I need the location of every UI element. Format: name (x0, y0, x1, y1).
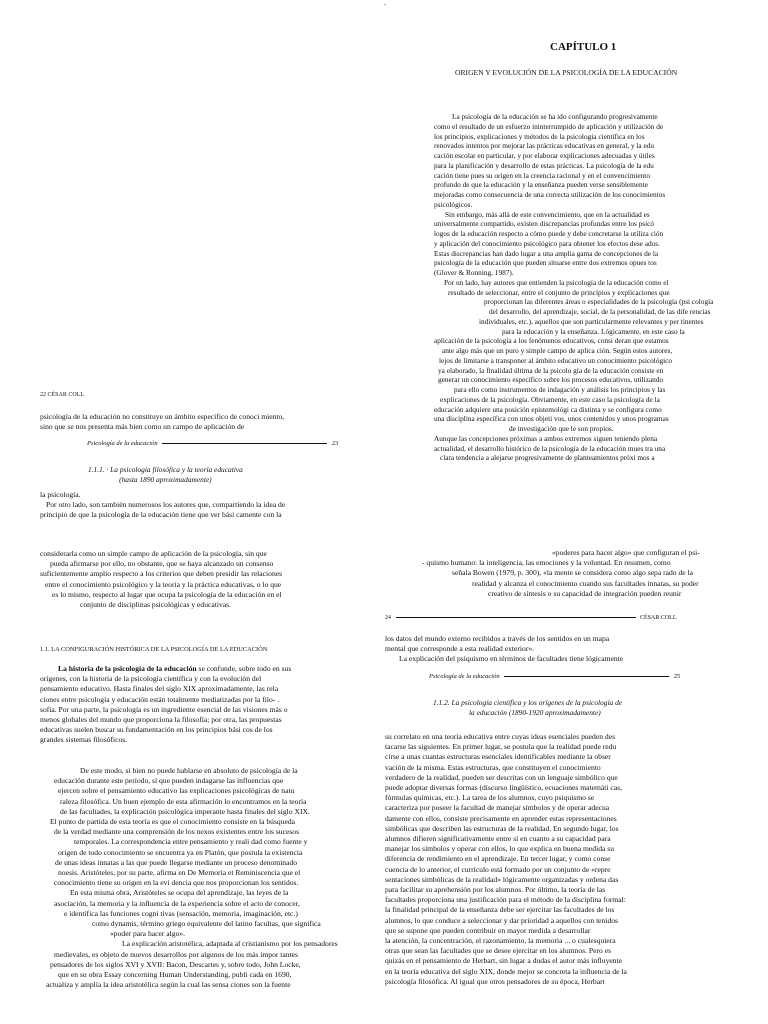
rule (504, 676, 669, 677)
left-top-text-3 (40, 549, 282, 610)
left-bottom-2-line: e identifica las funciones cogni tivas (sensación, memoria, imaginación, etc.) (64, 908, 298, 918)
left-top-3-line: conjunto de disciplinas psicológicas y educativas. (80, 600, 231, 610)
intro-line: una disciplina específica con unos objeti vos, unos contenidos y unos programas (434, 414, 669, 424)
right-bottom-line: alumnos difieren significativamente entre sí en cuanto a su capacidad para (385, 834, 611, 844)
right-bottom-line: que se supone que pueden contribuir en mayor medida a desarrollar (385, 925, 591, 935)
left-bottom-2-line: de las facultades, la explicación psicológica imperante hasta finales del siglo XIX. (60, 806, 310, 816)
intro-line: ya elaborado, la finalidad última de la psicolo gía de la educación consiste en (438, 365, 664, 375)
intro-line: como el resultado de un esfuerzo ininterrumpido de aplicación y utilización de (434, 121, 664, 131)
left-bottom-2-line: «poder para hacer algo». (110, 929, 186, 939)
left-bottom-2-line: origen de todo conocimiento se encuentra ya en Platón, que postula la existencia (58, 847, 303, 857)
right-bottom-line: diferencia de rendimiento en el aprendizaje. En tercer lugar, y como conse (385, 854, 611, 864)
section-title-1-1-2 (433, 698, 622, 718)
page-header-22: 22 CÉSAR COLL (40, 392, 85, 398)
running-head-25 (429, 672, 680, 682)
intro-line: universalmente compartido, existen discrepancias profundas entre los psicó (434, 219, 655, 229)
right-mid-2-line: los datos del mundo externo recibidos a través de los sentidos en un mapa (385, 634, 610, 643)
right-bottom-line: para facilitar su aprehensión por los alumnos. Por último, la teoría de las (385, 885, 606, 895)
para-lead: La historia de la psicología de la educación (58, 664, 197, 673)
intro-line: Aunque las concepciones próximas a ambos extremos siguen teniendo plena (434, 433, 658, 443)
right-bottom-line: vación de la misma. Estas estructuras, que constituyen el conocimiento (385, 762, 601, 772)
intro-line: Por un lado, hay autores que entienden la psicología de la educación como el (444, 277, 669, 287)
section-title-line-2: la educación (1890-1920 aproximadamente) (469, 708, 601, 718)
right-bottom-line: facultades proporciona una justificación para el método de la disciplina formal: (385, 895, 626, 905)
left-bottom-2-line: En esta misma obra, Aristóteles se ocupa del aprendizaje, las leyes de la (70, 888, 289, 898)
intro-line: Estas discrepancias han dado lugar a una amplia gama de concepciones de la (434, 248, 659, 258)
right-intro-text (434, 112, 713, 463)
intro-line: clara tendencia a alejarse progresivamente de planteamientos próxi mos a (440, 453, 655, 463)
left-bottom-2-line: El punto de partida de esta teoría es que el conocimiento consiste en la búsqueda (50, 817, 296, 827)
left-bottom-2-line: ejercen sobre el pensamiento educativo las explicaciones psicológicas de natu (58, 786, 295, 796)
intro-line: individuales, etc.), aquellos que son particularmente relevantes y per tinentes (479, 316, 704, 326)
left-bottom-line: orígenes, con la historia de la psicología científica y con la evolución del (40, 674, 262, 684)
right-bottom-line: psicología filosófica. Al igual que otros pensadores de su época, Herbart (385, 976, 605, 986)
left-bottom-2-line: como dynamis, término griego equivalente del latino facultas, que significa (92, 919, 321, 929)
para1-lines (40, 674, 291, 745)
intro-line: actualidad, el desarrollo histórico de la psicología de la educación mues tra una (434, 443, 666, 453)
right-mid-line: realidad y alcanza el conocimiento cuando sus facultades innatas, su poder (472, 578, 699, 588)
left-bottom-2-line: actualiza y amplía la idea aristotélica según la cual las sensa ciones son la fuente (46, 980, 291, 990)
left-top-text (40, 412, 284, 432)
left-top-2-line: principio de que la psicología de la educación tiene que ver bási camente con la (40, 510, 282, 520)
right-bottom-line: sentaciones simbólicas de la realidad» lógicamente organizadas y ordena das (385, 874, 619, 884)
left-top-2-line: Por otro lado, son también numerosos los autores que, compartiendo la idea de (46, 500, 286, 510)
left-bottom-line: grandes sistemas filosóficos. (40, 735, 128, 745)
right-bottom-line: tacarse las siguientes. En primer lugar, se postula que la realidad puede redu (385, 742, 617, 752)
running-head-title: Psicología de la educación (87, 440, 158, 447)
running-head-23 (87, 439, 338, 449)
intro-line: logos de la educación respecto a cómo puede y debe concretarse la utiliza ción (434, 229, 664, 238)
left-top-3-line: entre el conocimiento psicológico y la teoría y la práctica educativas, o lo que (45, 579, 282, 589)
right-mid-text-2 (385, 634, 623, 665)
left-bottom-line: menos globales del mundo que proporciona la filosofía; por otra, las propuestas (40, 715, 282, 725)
rule (162, 443, 327, 444)
intro-line: La psicología de la educación se ha ido configurando progresivamente (452, 112, 658, 121)
intro-line: para ello como instrumentos de indagación y análisis los principios y las (454, 385, 666, 394)
running-head-page: 23 (331, 440, 339, 447)
intro-line: renovados intentos por mejorar las prácticas educativas en general, y la edu (434, 141, 655, 151)
left-bottom-line: sofía. Por una parte, la psicología es un ingrediente esencial de las visiones más o (40, 704, 288, 714)
left-bottom-2-line: educación durante este período, sí que pueden indagarse las influencias que (54, 776, 284, 786)
intro-line: para la planificación y desarrollo de estas prácticas. La psicología de la edu (434, 160, 654, 170)
right-bottom-line: verdadero de la realidad, pueden ser descritas con un lenguaje simbólico que (385, 772, 618, 782)
intro-line: lejos de limitarse a transponer al ámbito educativo un conocimiento psicológico (439, 355, 673, 365)
right-bottom-line: otras que sean las facultades que se desee ejercitar en los alumnos. Pero es (385, 946, 612, 956)
left-top-text-2 (40, 490, 285, 521)
right-bottom-line: cuencia de lo anterior, el currículo está formado por un conjunto de «repre (385, 864, 611, 874)
left-bottom-2-line: asociación, la memoria y la influencia de la experiencia sobre el acto de conocer, (54, 898, 300, 908)
right-bottom-line: damente con ellos, consiste precisamente en aprender estas representaciones (385, 813, 617, 823)
right-mid-line: «poderes para hacer algo» que configuran el psi- (552, 548, 700, 557)
intro-line: de investigación que le son propios. (509, 424, 614, 433)
right-bottom-line: simbólicas que describen las estructuras de la realidad. En segundo lugar, los (385, 823, 619, 833)
right-bottom-line: su correlato en una teoría educativa entre cuyas ideas esenciales pueden des (385, 732, 616, 741)
para-first-line (40, 664, 291, 674)
intro-line: cación escolar en particular, y por elaborar explicaciones adecuadas y útiles (434, 151, 655, 160)
section-title-line-1: 1.1.1. · La psicología filosófica y la teoría educativa (88, 465, 243, 474)
right-mid-line: señala Bowen (1979, p. 300), «la mente se considera como algo sepa rado de la (452, 568, 694, 578)
chapter-title: CAPÍTULO 1 (550, 41, 617, 53)
right-mid-line: creativo de síntesis o su capacidad de integración pueden reunir (488, 588, 682, 598)
intro-line: psicológicos. (434, 199, 473, 209)
header-name: CÉSAR COLL (640, 615, 677, 621)
section-title-1-1-1 (88, 465, 243, 485)
running-head-title: Psicología de la educación (429, 673, 500, 680)
para-rest: se confunde, sobre todo en sus (196, 664, 292, 673)
rule (396, 617, 636, 618)
chapter-subtitle: ORIGEN Y EVOLUCIÓN DE LA PSICOLOGÍA DE LA EDUCACIÓN (455, 68, 678, 77)
header-page: 24 (385, 615, 391, 621)
intro-line: ante algo más que un puro y simple campo de aplica ción. Según estos autores, (442, 346, 673, 355)
left-bottom-2-line: La explicación aristotélica, adaptada al cristianismo por los pensadores (122, 939, 338, 949)
intro-line: aplicación de la psicología a los fenómenos educativos, consi deran que estamos (434, 336, 669, 346)
right-bottom-line: alumnos, lo que conduce a seleccionar y dar prioridad a aquellos con tenidos (385, 915, 619, 925)
intro-line: explicaciones de la psicología. Obviamente, en este caso la psicología de la (440, 394, 660, 404)
intro-line: proporcionan las diferentes áreas o especialidades de la psicología (psi cología (484, 297, 714, 307)
left-top-line: psicología de la educación no constituye un ámbito específico de conoci miento, (40, 412, 285, 421)
left-bottom-2-line: conocimiento tiene su origen en la evi dencia que nos proporcionan los sentidos. (54, 878, 299, 888)
right-bottom-line: cirse a unas cuantas estructuras esenciales identificables mediante la obser (385, 752, 611, 762)
section-title-line-2: (hasta 1890 aproximadamente) (119, 475, 212, 485)
left-top-3-line: es lo mismo, respecto al lugar que ocupa la psicología de la educación en el (52, 589, 282, 599)
left-bottom-text-2 (40, 766, 338, 990)
intro-line: los principios, explicaciones y métodos de la psicología científica en los (434, 131, 645, 141)
left-bottom-2-line: De este modo, si bien no puede hablarse en absoluto de psicología de la (80, 766, 298, 775)
left-bottom-2-line: de la verdad mediante una comprensión de los nexos existentes entre los sucesos (54, 827, 300, 837)
running-head-page: 25 (673, 673, 681, 680)
intro-line: cación tiene pues su origen en la creencia racional y en el convencimiento (434, 170, 650, 180)
left-top-line: sino que se nos presenta más bien como un campo de aplicación de (40, 422, 245, 432)
top-mark: - (384, 2, 386, 8)
left-bottom-line: pensamiento educativo. Hasta finales del siglo XIX aproximadamente, las rela (40, 684, 279, 694)
intro-line: (Glover & Ronning, 1987). (434, 268, 514, 277)
right-mid-2-line: mental que corresponde a esta realidad exterior». (385, 644, 535, 654)
intro-line: educación adquiere una posición epistemológi ca distinta y se configura como (434, 404, 662, 414)
right-bottom-line: la finalidad principal de la enseñanza debe ser ejercitar las facultades de los (385, 905, 615, 915)
right-bottom-line: caracteriza por poseer la facultad de manejar símbolos y de operar adecua (385, 803, 610, 813)
right-bottom-line: fórmulas químicas, etc.). La tarea de los alumnos, cuyo psiquismo se (385, 793, 595, 803)
intro-line: Sin embargo, más allá de este convencimiento, que en la actualidad es (445, 209, 650, 219)
intro-line: para la educación y la enseñanza. Lógicamente, en este caso la (502, 326, 685, 336)
left-bottom-2-line: raleza filosófica. Un buen ejemplo de esta afirmación lo encontramos en la teoría (60, 796, 307, 806)
left-bottom-para1 (40, 664, 291, 746)
intro-line: y aplicación del conocimiento psicológico para obtener los efectos dese ados. (434, 238, 660, 248)
right-mid-text (392, 548, 700, 599)
right-mid-line: - quismo humano: la inteligencia, las emociones y la voluntad. En resumen, como (422, 558, 671, 568)
section-heading-1-1: 1.1. LA CONFIGURACIÓN HISTÓRICA DE LA PSICOLOGÍA DE LA EDUCACIÓN (40, 646, 268, 653)
left-top-2-line: la psicología. (40, 490, 81, 499)
left-bottom-line: ciones entre psicología y educación están totalmente mediatizadas por la filo- . (40, 694, 280, 704)
left-top-3-line: pueda afirmarse por ello, no obstante, que se haya alcanzado un consenso (50, 559, 274, 569)
left-bottom-2-line: medievales, es objeto de nuevos desarrollos por algunos de los más impor tantes (54, 949, 299, 959)
section-title-line-1: 1.1.2. La psicología científica y los orígenes de la psicología de (433, 698, 623, 707)
intro-line: resultado de seleccionar, entre el conjunto de principios y explicaciones que (448, 287, 670, 297)
intro-line: mejoradas como consecuencia de una correcta utilización de los conocimientos (434, 190, 666, 199)
left-top-3-line: considerarla como un simple campo de aplicación de la psicología, sin que (40, 549, 267, 558)
right-bottom-line: manejar los símbolos y operar con ellos, lo que explica en buena medida su (385, 844, 615, 854)
left-bottom-2-line: temporales. La correspondencia entre pensamiento y reali dad como fuente y (74, 837, 308, 847)
page-header-24 (385, 613, 677, 623)
intro-line: generar un conocimiento específico sobre los procesos educativos, utilizando (438, 375, 664, 385)
right-bottom-line: puede adoptar diversas formas (discurso lingüístico, ecuaciones matemáti cas, (385, 783, 623, 793)
left-top-3-line: suficientemente amplio respecto a los criterios que deben presidir las relaciones (40, 569, 283, 579)
right-bottom-line: la atención, la concentración, el razonamiento, la memoria ... o cualesquiera (385, 936, 616, 946)
left-bottom-2-line: que en su obra Essay concerning Human Understanding, publi cada en 1690, (58, 970, 292, 980)
left-bottom-2-line: noesis. Aristóteles, por su parte, afirma en De Memoria et Reminiscencia que el (58, 868, 301, 878)
intro-line: del desarrollo, del aprendizaje, social, de la personalidad, de las dife rencias (489, 307, 711, 316)
left-bottom-2-line: de unas ideas innatas a las que puede llegarse mediante un proceso denominado (55, 857, 298, 867)
intro-line: profundo de que la educación y la enseñanza pueden verse sensiblemente (434, 180, 648, 190)
right-mid-2-line: La explicación del psiquismo en términos de facultades tiene lógicamente (399, 654, 624, 664)
right-bottom-line: en la teoría educativa del siglo XIX, donde mejor se concreta la influencia de la (385, 966, 627, 976)
right-bottom-line: quizás en el pensamiento de Herbart, sin lugar a dudas el autor más influyente (385, 956, 623, 966)
left-bottom-2-line: pensadores de los siglos XVI y XVII: Bacon, Descartes y, sobre todo, John Locke, (50, 959, 301, 969)
right-bottom-text (385, 732, 627, 987)
left-bottom-line: educativas suelen buscar su fundamentación en los principios bási cos de los (40, 725, 273, 735)
intro-line: psicología de la educación que pueden situarse entre dos extremos opues tos (434, 258, 657, 268)
